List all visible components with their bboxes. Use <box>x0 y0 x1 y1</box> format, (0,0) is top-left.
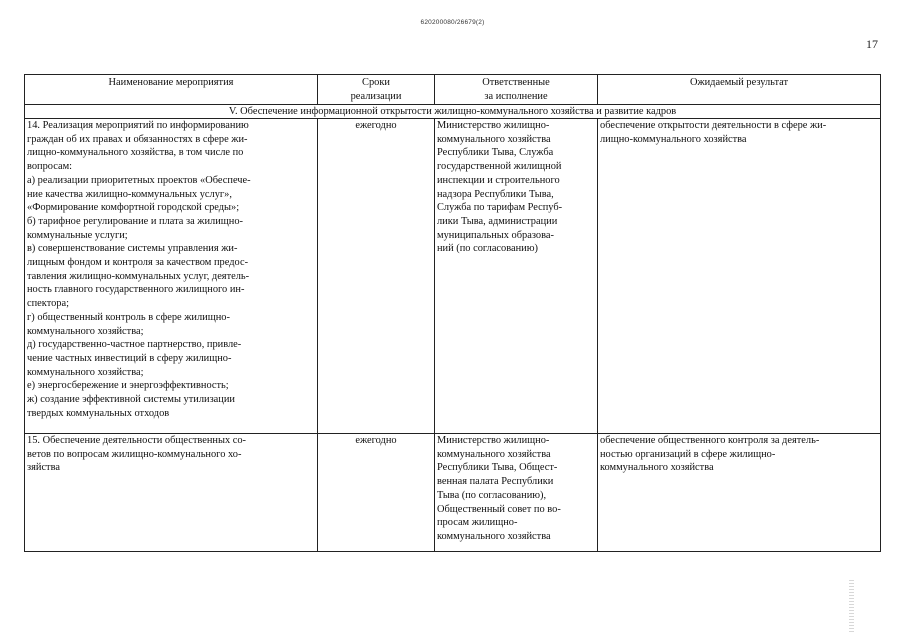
activity-line: а) реализации приоритетных проектов «Обеспече- <box>27 174 251 186</box>
column-header-responsible-line: за исполнение <box>484 90 548 102</box>
section-title: V. Обеспечение информационной открытости жилищно-коммунального хозяйства и развитие кадров <box>25 105 881 119</box>
result-cell <box>598 119 881 434</box>
activity-line: «Формирование комфортной городской среды»; <box>27 202 240 214</box>
column-header-term-line: Сроки <box>362 77 390 88</box>
activity-line: 14. Реализация мероприятий по информированию <box>27 120 249 131</box>
responsible-line: государственной жилищной <box>437 161 562 173</box>
result-line: ностью организаций в сфере жилищно- <box>600 448 776 460</box>
responsible-line: Республики Тыва, Общест- <box>437 462 558 474</box>
result-line: обеспечение общественного контроля за деятель- <box>600 435 820 446</box>
responsible-line: надзора Республики Тыва, <box>437 188 554 200</box>
responsible-line: Республики Тыва, Служба <box>437 147 554 159</box>
activity-line: ние качества жилищно-коммунальных услуг», <box>27 188 232 200</box>
responsible-line: коммунального хозяйства <box>437 133 551 145</box>
column-header-responsible <box>435 75 598 105</box>
activity-line: чение частных инвестиций в сферу жилищно- <box>27 352 232 364</box>
activity-line: е) энергосбережение и энергоэффективность; <box>27 380 229 392</box>
activity-line: ветов по вопросам жилищно-коммунального хо- <box>27 448 242 460</box>
term-cell: ежегодно <box>318 434 435 552</box>
responsible-cell <box>435 434 598 552</box>
result-line: лищно-коммунального хозяйства <box>600 133 747 145</box>
activity-cell <box>25 119 318 434</box>
measures-table <box>24 74 881 552</box>
table-row <box>25 119 881 434</box>
column-header-responsible-line: Ответственные <box>482 77 550 88</box>
activity-line: б) тарифное регулирование и плата за жилищно- <box>27 215 244 227</box>
responsible-line: венная палата Республики <box>437 476 554 488</box>
table-header-row <box>25 75 881 105</box>
responsible-line: Общественный совет по во- <box>437 503 561 515</box>
column-header-term <box>318 75 435 105</box>
activity-line: ж) создание эффективной системы утилизации <box>27 394 235 406</box>
responsible-line: Министерство жилищно- <box>437 120 550 131</box>
result-cell <box>598 434 881 552</box>
activity-line: г) общественный контроль в сфере жилищно- <box>27 311 230 323</box>
activity-line: спектора; <box>27 298 69 310</box>
activity-line: 15. Обеспечение деятельности общественных со- <box>27 435 247 446</box>
responsible-line: инспекции и строительного <box>437 174 560 186</box>
scan-margin-mark <box>849 580 854 634</box>
activity-line: граждан об их правах и обязанностях в сфере жи- <box>27 133 248 145</box>
activity-line: ность главного государственного жилищного ин- <box>27 284 245 296</box>
responsible-line: коммунального хозяйства <box>437 530 551 542</box>
responsible-line: Служба по тарифам Респуб- <box>437 202 563 214</box>
document-code: 620200080/26679(2) <box>420 19 485 26</box>
column-header-result: Ожидаемый результат <box>598 75 881 105</box>
result-line: коммунального хозяйства <box>600 462 714 474</box>
activity-line: д) государственно-частное партнерство, привле- <box>27 339 242 351</box>
result-line: обеспечение открытости деятельности в сфере жи- <box>600 120 827 131</box>
responsible-line: просам жилищно- <box>437 517 518 529</box>
activity-line: в) совершенствование системы управления жи- <box>27 243 238 255</box>
activity-line: вопросам: <box>27 161 73 173</box>
responsible-line: Министерство жилищно- <box>437 435 550 446</box>
activity-line: твердых коммунальных отходов <box>27 407 170 419</box>
responsible-cell <box>435 119 598 434</box>
activity-line: коммунальные услуги; <box>27 229 128 241</box>
activity-line: коммунального хозяйства; <box>27 325 144 337</box>
responsible-line: Тыва (по согласованию), <box>437 489 547 501</box>
responsible-line: ний (по согласованию) <box>437 243 538 255</box>
responsible-line: коммунального хозяйства <box>437 448 551 460</box>
term-cell: ежегодно <box>318 119 435 434</box>
column-header-term-line: реализации <box>350 90 402 102</box>
activity-line: тавления жилищно-коммунальных услуг, деятель- <box>27 270 250 282</box>
activity-line: зяйства <box>27 462 60 474</box>
activity-line: лищно-коммунального хозяйства, в том числе по <box>27 147 244 159</box>
section-row <box>25 105 881 119</box>
responsible-line: лики Тыва, администрации <box>437 215 558 227</box>
activity-cell <box>25 434 318 552</box>
column-header-activity: Наименование мероприятия <box>25 75 318 105</box>
responsible-line: муниципальных образова- <box>437 229 554 241</box>
table-row <box>25 434 881 552</box>
page-number: 17 <box>866 37 878 51</box>
activity-line: лищным фондом и контроля за качеством предос- <box>27 257 249 269</box>
activity-line: коммунального хозяйства; <box>27 366 144 378</box>
